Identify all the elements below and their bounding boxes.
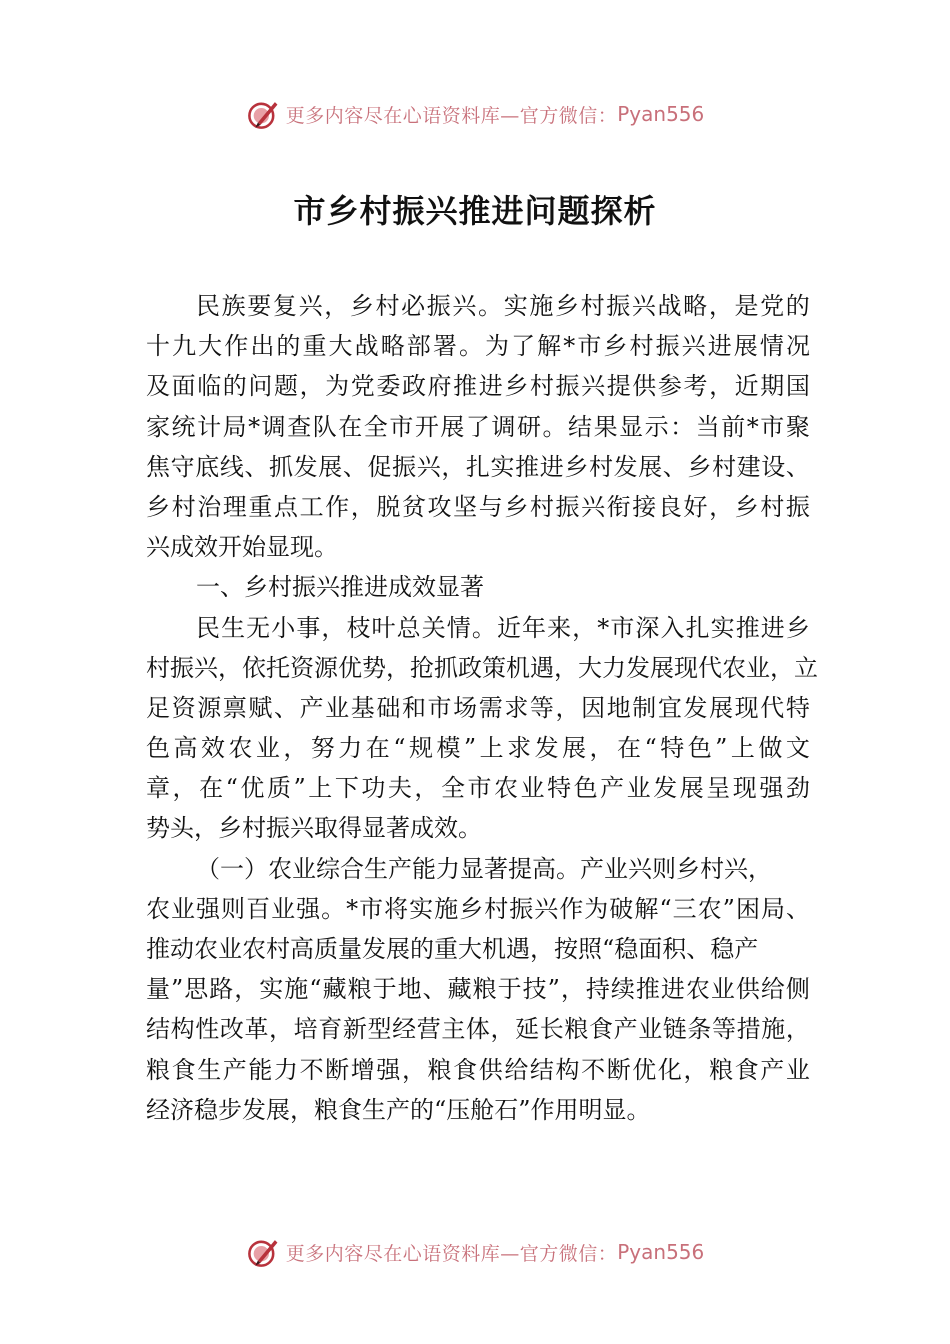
text-line xyxy=(146,567,810,607)
text-line xyxy=(146,1009,810,1049)
line-text: 民 生 无 小 事 ， 枝 叶 总 关 情 。 近 年 来 ， * 市 深 入 扎 实 推 进 乡 xyxy=(196,613,810,642)
pen-seal-logo-icon xyxy=(246,97,280,131)
line-text: 十 九 大 作 出 的 重 大 战 略 部 署 。 为 了 解 * 市 乡 村 振 兴 进 展 情 况 xyxy=(146,332,810,361)
text-line xyxy=(146,849,810,889)
line-text: 及 面 临 的 问 题 ， 为 党 委 政 府 推 进 乡 村 振 兴 提 供 参 考 ， 近 期 国 xyxy=(146,372,810,401)
text-line xyxy=(146,1050,810,1090)
line-text: 势头，乡村振兴取得显著成效。 xyxy=(146,814,482,843)
line-indent xyxy=(146,608,196,648)
document-body xyxy=(146,286,818,1130)
line-indent xyxy=(146,849,196,889)
watermark-text: 更多内容尽在心语资料库—官方微信： xyxy=(285,1242,618,1265)
text-line xyxy=(146,728,810,768)
text-line xyxy=(146,407,810,447)
line-indent xyxy=(146,286,196,326)
text-line xyxy=(146,889,810,929)
text-line xyxy=(146,648,818,688)
line-indent xyxy=(146,567,196,607)
text-line xyxy=(146,447,810,487)
line-text: 粮 食 生 产 能 力 不 断 增 强 ， 粮 食 供 给 结 构 不 断 优 化 ， 粮 食 产 业 xyxy=(146,1055,810,1084)
text-line xyxy=(146,929,810,969)
line-text: 乡 村 治 理 重 点 工 作 ， 脱 贫 攻 坚 与 乡 村 振 兴 衔 接 良 好 ， 乡 村 振 xyxy=(146,492,810,521)
watermark-footer xyxy=(0,1232,950,1272)
line-text: 量 ” 思 路 ， 实 施 “ 藏 粮 于 地 、 藏 粮 于 技 ” ， 持 续 推 进 农 业 供 给 侧 xyxy=(146,975,810,1004)
line-text: 焦 守 底 线 、 抓 发 展 、 促 振 兴 ， 扎 实 推 进 乡 村 发 展 、 乡 村 建 设 、 xyxy=(146,452,810,481)
line-text: 经济稳步发展，粮食生产的“压舱石”作用明显。 xyxy=(146,1095,651,1124)
text-line xyxy=(146,487,810,527)
text-line xyxy=(146,608,810,648)
watermark-wechat-id: Pyan556 xyxy=(617,102,705,126)
text-line xyxy=(146,1090,810,1130)
line-text: （一）农业综合生产能力显著提高。产业兴则乡村兴， xyxy=(196,854,772,883)
line-text: 色 高 效 农 业 ， 努 力 在 “ 规 模 ” 上 求 发 展 ， 在 “ 特 色 ” 上 做 文 xyxy=(146,734,810,763)
text-line xyxy=(146,286,810,326)
watermark-header xyxy=(0,94,950,134)
line-text: 推动农业农村高质量发展的重大机遇，按照“稳面积、稳产 xyxy=(146,935,759,963)
text-line xyxy=(146,326,810,366)
watermark-wechat-id: Pyan556 xyxy=(617,1240,705,1264)
line-text: 结 构 性 改 革 ， 培 育 新 型 经 营 主 体 ， 延 长 粮 食 产 业 链 条 等 措 施 ， xyxy=(146,1015,810,1044)
document-title: 市乡村振兴推进问题探析 xyxy=(293,192,657,230)
line-text: 民 族 要 复 兴 ， 乡 村 必 振 兴 。 实 施 乡 村 振 兴 战 略 ， 是 党 的 xyxy=(196,292,810,320)
text-line xyxy=(146,808,810,848)
line-text: 家 统 计 局 * 调 查 队 在 全 市 开 展 了 调 研 。 结 果 显 示 ： 当 前 * 市 聚 xyxy=(146,412,810,441)
pen-seal-logo-icon xyxy=(246,1235,280,1269)
line-text: 村 振 兴 ， 依 托 资 源 优 势 ， 抢 抓 政 策 机 遇 ， 大 力 发 展 现 代 农 业 ， 立 xyxy=(146,653,818,682)
line-text: 章 ， 在 “ 优 质 ” 上 下 功 夫 ， 全 市 农 业 特 色 产 业 发 展 呈 现 强 劲 xyxy=(146,774,810,803)
text-line xyxy=(146,688,810,728)
line-text: 一、乡村振兴推进成效显著 xyxy=(196,573,484,602)
text-line xyxy=(146,969,810,1009)
line-text: 足 资 源 禀 赋 、 产 业 基 础 和 市 场 需 求 等 ， 因 地 制 宜 发 展 现 代 特 xyxy=(146,693,810,722)
line-text: 兴成效开始显现。 xyxy=(146,533,338,562)
line-text: 农 业 强 则 百 业 强 。 * 市 将 实 施 乡 村 振 兴 作 为 破 解 “ 三 农 ” 困 局 、 xyxy=(146,894,810,923)
text-line xyxy=(146,366,810,406)
text-line xyxy=(146,527,810,567)
watermark-text: 更多内容尽在心语资料库—官方微信： xyxy=(285,104,618,127)
text-line xyxy=(146,768,810,808)
